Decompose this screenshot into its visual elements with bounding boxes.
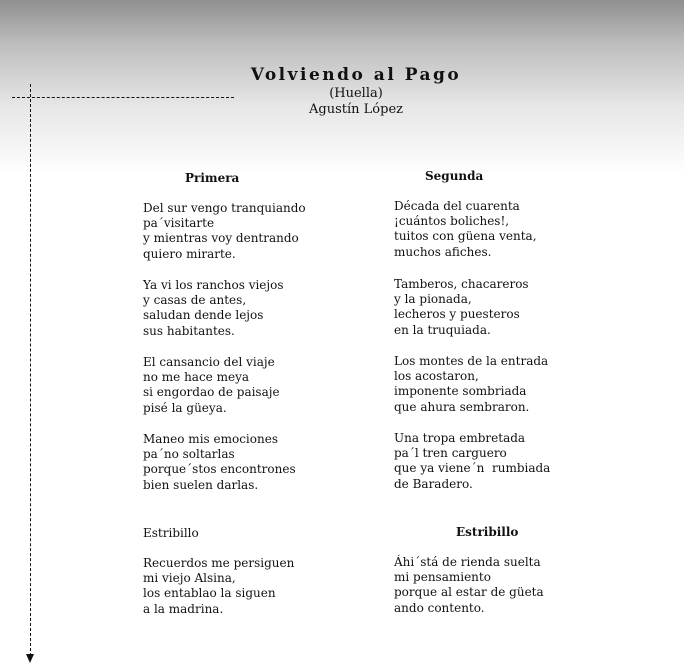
right-column-heading: Segunda (425, 169, 484, 183)
left-column-heading: Primera (185, 171, 240, 185)
right-stanza-2: Tamberos, chacareros y la pionada, lecheros y puesteros en la truquiada. (394, 277, 529, 337)
arrow-down-icon (26, 654, 34, 663)
left-chorus-label: Estribillo (143, 526, 199, 540)
dashed-vertical-guide (30, 84, 31, 656)
right-chorus-label: Estribillo (456, 525, 519, 539)
right-stanza-1: Década del cuarenta ¡cuántos boliches!, tuitos con güena venta, muchos afiches. (394, 199, 537, 259)
page-subtitle: (Huella) (329, 86, 383, 101)
left-stanza-3: El cansancio del viaje no me hace meya si engordao de paisaje pisé la güeya. (143, 355, 280, 415)
page-title: Volviendo al Pago (250, 65, 462, 85)
title-block (200, 64, 512, 118)
page-author: Agustín López (309, 102, 403, 117)
left-stanza-1: Del sur vengo tranquiando pa´visitarte y mientras voy dentrando quiero mirarte. (143, 201, 306, 261)
left-stanza-2: Ya vi los ranchos viejos y casas de antes, saludan dende lejos sus habitantes. (143, 278, 284, 338)
right-stanza-4: Una tropa embretada pa´l tren carguero que ya viene´n rumbiada de Baradero. (394, 431, 551, 491)
left-stanza-4: Maneo mis emociones pa´no soltarlas porque´stos encontrones bien suelen darlas. (143, 432, 296, 492)
left-chorus: Recuerdos me persiguen mi viejo Alsina, los entablao la siguen a la madrina. (143, 556, 295, 616)
right-chorus: Áhi´stá de rienda suelta mi pensamiento porque al estar de güeta ando contento. (394, 555, 544, 615)
right-stanza-3: Los montes de la entrada los acostaron, imponente sombriada que ahura sembraron. (394, 354, 549, 414)
